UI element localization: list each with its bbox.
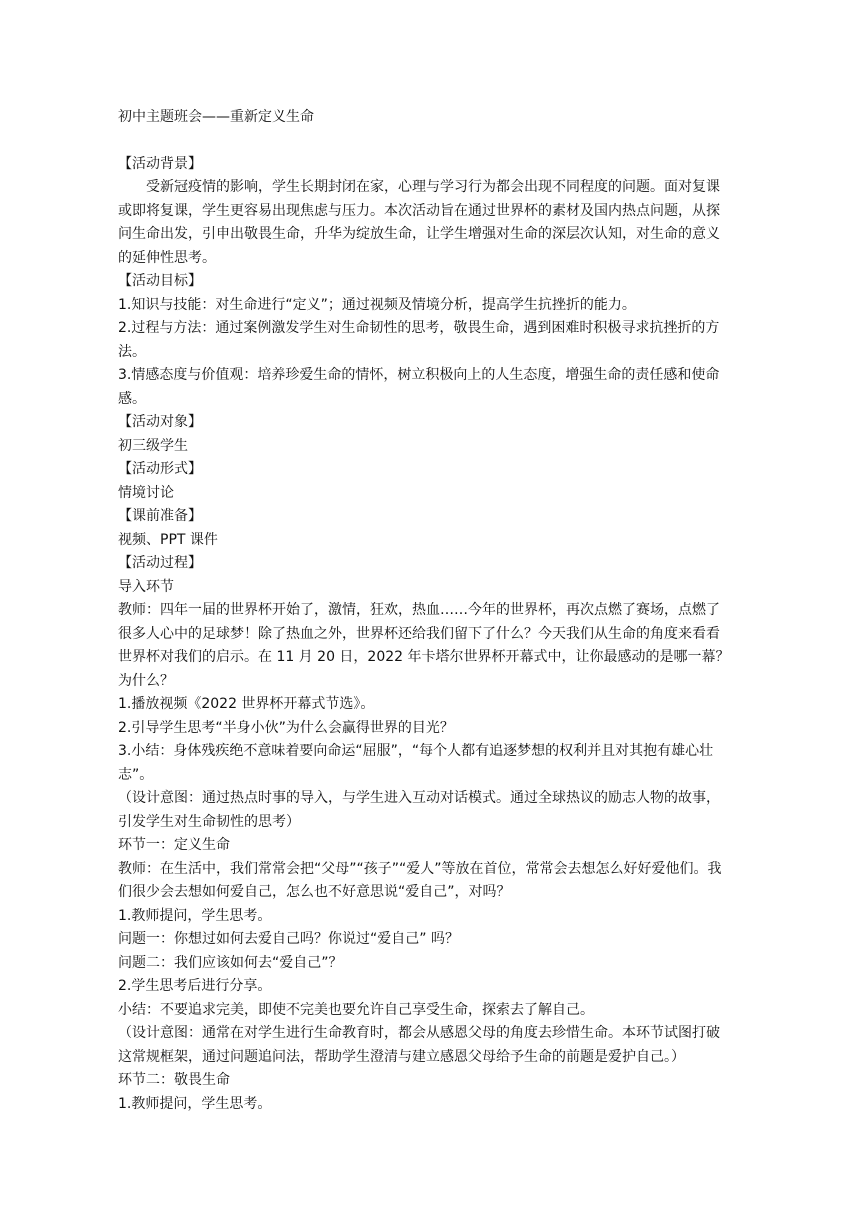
goal-item-2: 2.过程与方法：通过案例激发学生对生命韧性的思考，敬畏生命，遇到困难时积极寻求抗挫折的方法。: [118, 320, 720, 360]
document-title: 初中主题班会——重新定义生命: [118, 109, 314, 125]
intro-teacher-paragraph: 教师：四年一届的世界杯开始了，激情，狂欢，热血……今年的世界杯，再次点燃了赛场，点燃了很多人心中的足球梦！除了热血之外，世界杯还给我们留下了什么？今天我们从生命的角度来看看世界杯对我们的启示。在 11 月 20 日，2022 年卡塔尔世界杯开幕式中，让你最感动的是哪一幕？为什么？: [118, 602, 730, 689]
background-paragraph: 受新冠疫情的影响，学生长期封闭在家，心理与学习行为都会出现不同程度的问题。面对复课或即将复课，学生更容易出现焦虑与压力。本次活动旨在通过世界杯的素材及国内热点问题，从探问生命出发，引申出敬畏生命，升华为绽放生命，让学生增强对生命的深层次认知，对生命的意义的延伸性思考。: [118, 179, 720, 266]
stage-one-summary: 小结：不要追求完美，即使不完美也要允许自己享受生命，探索去了解自己。: [118, 1001, 594, 1018]
section-heading-background: 【活动背景】: [118, 155, 202, 172]
intro-step-3: 3.小结：身体残疾绝不意味着要向命运“屈服”，“每个人都有追逐梦想的权利并且对其抱有雄心壮志”。: [118, 743, 714, 783]
goal-item-1: 1.知识与技能：对生命进行“定义”；通过视频及情境分析，提高学生抗挫折的能力。: [118, 296, 636, 313]
goal-item-3: 3.情感态度与价值观：培养珍爱生命的情怀，树立积极向上的人生态度，增强生命的责任感和使命感。: [118, 367, 720, 407]
intro-stage-heading: 导入环节: [118, 578, 174, 595]
format-text: 情境讨论: [118, 484, 174, 501]
stage-one-question-1: 问题一：你想过如何去爱自己吗？你说过“爱自己” 吗？: [118, 931, 459, 947]
intro-design-intent: （设计意图：通过热点时事的导入，与学生进入互动对话模式。通过全球热议的励志人物的故事，引发学生对生命韧性的思考）: [118, 790, 720, 830]
stage-one-step-1: 1.教师提问，学生思考。: [118, 907, 272, 924]
section-heading-process: 【活动过程】: [118, 555, 202, 571]
intro-step-2: 2.引导学生思考“半身小伙”为什么会赢得世界的目光？: [118, 719, 454, 736]
stage-one-heading: 环节一：定义生命: [118, 837, 230, 853]
stage-one-teacher-paragraph: 教师：在生活中，我们常常会把“父母”“孩子”“爱人”等放在首位，常常会去想怎么好好爱他们。我们很少会去想如何爱自己，怎么也不好意思说“爱自己”，对吗？: [118, 860, 722, 900]
intro-step-1: 1.播放视频《2022 世界杯开幕式节选》。: [118, 696, 375, 712]
audience-text: 初三级学生: [118, 437, 188, 454]
section-heading-preparation: 【课前准备】: [118, 508, 202, 524]
stage-two-step-1: 1.教师提问，学生思考。: [118, 1095, 272, 1112]
document-page: [118, 106, 730, 1116]
section-heading-goals: 【活动目标】: [118, 273, 202, 289]
stage-two-heading: 环节二：敬畏生命: [118, 1072, 230, 1088]
preparation-text: 视频、PPT 课件: [118, 531, 218, 548]
stage-one-design-intent: （设计意图：通常在对学生进行生命教育时，都会从感恩父母的角度去珍惜生命。本环节试图打破这常规框架，通过问题追问法，帮助学生澄清与建立感恩父母给予生命的前题是爱护自己。）: [118, 1025, 720, 1065]
section-heading-audience: 【活动对象】: [118, 414, 202, 430]
stage-one-question-2: 问题二：我们应该如何去“爱自己”？: [118, 954, 343, 971]
stage-one-step-2: 2.学生思考后进行分享。: [118, 978, 272, 994]
section-heading-format: 【活动形式】: [118, 461, 202, 477]
